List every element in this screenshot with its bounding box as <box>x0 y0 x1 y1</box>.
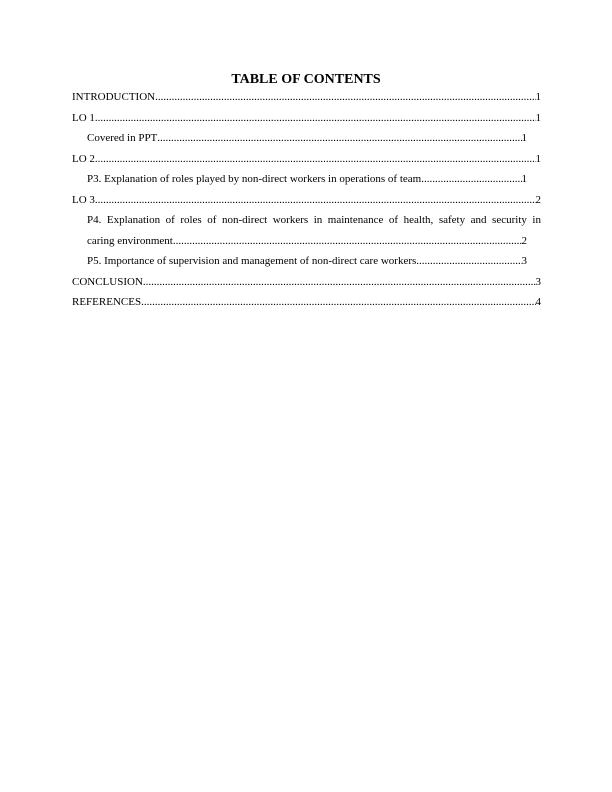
toc-leader-dots <box>95 108 536 129</box>
toc-entry-page-number: 2 <box>521 234 527 247</box>
toc-entry-label: LO 1 <box>72 111 95 124</box>
toc-leader-dots <box>173 231 522 252</box>
toc-entry-label: P5. Importance of supervision and management of non-direct care workers <box>87 255 417 267</box>
toc-entry-label: Covered in PPT <box>87 132 158 144</box>
toc-entry-page-number: 1 <box>521 132 527 144</box>
toc-title: TABLE OF CONTENTS <box>231 72 381 87</box>
toc-entry-introduction[interactable] <box>72 87 541 108</box>
toc-leader-dots <box>143 272 536 293</box>
toc-entry-label: REFERENCES <box>72 296 142 308</box>
toc-entry-p4-line2[interactable] <box>72 231 541 252</box>
toc-entry-label: LO 2 <box>72 152 95 165</box>
toc-entry-label: P3. Explanation of roles played by non-direct workers in operations of team <box>87 173 422 185</box>
toc-leader-dots <box>95 190 536 211</box>
toc-leader-dots <box>141 292 535 313</box>
toc-entry-page-number: 1 <box>535 91 541 103</box>
toc-leader-dots <box>157 128 521 149</box>
toc-entry-lo3[interactable] <box>72 190 541 211</box>
toc-entry-conclusion[interactable] <box>72 272 541 293</box>
toc-entry-page-number: 3 <box>535 275 541 288</box>
toc-entry-label: P4. Explanation of roles of non-direct workers in maintenance of health, safety and security in <box>87 214 541 226</box>
toc-entry-p4-line1[interactable] <box>72 210 541 231</box>
toc-entry-covered-in-ppt[interactable] <box>72 128 541 149</box>
toc-entry-label: CONCLUSION <box>72 275 143 288</box>
toc-entry-label-continued: caring environment <box>87 234 173 247</box>
toc-leader-dots <box>95 149 536 170</box>
toc-entry-lo2[interactable] <box>72 149 541 170</box>
toc-entry-label: INTRODUCTION <box>72 91 156 103</box>
toc-entry-lo1[interactable] <box>72 108 541 129</box>
toc-entry-page-number: 4 <box>535 296 541 308</box>
toc-entry-page-number: 1 <box>535 111 541 124</box>
toc-entry-references[interactable] <box>72 292 541 313</box>
toc-leader-dots <box>421 169 521 190</box>
toc-entry-page-number: 2 <box>535 193 541 206</box>
toc-entry-page-number: 3 <box>521 255 527 267</box>
toc-entry-p3[interactable] <box>72 169 541 190</box>
toc-list <box>72 87 541 313</box>
toc-entry-p5[interactable] <box>72 251 541 272</box>
toc-entry-page-number: 1 <box>521 173 527 185</box>
toc-entry-label: LO 3 <box>72 193 95 206</box>
toc-leader-dots <box>416 251 521 272</box>
toc-entry-page-number: 1 <box>535 152 541 165</box>
toc-leader-dots <box>155 87 535 108</box>
